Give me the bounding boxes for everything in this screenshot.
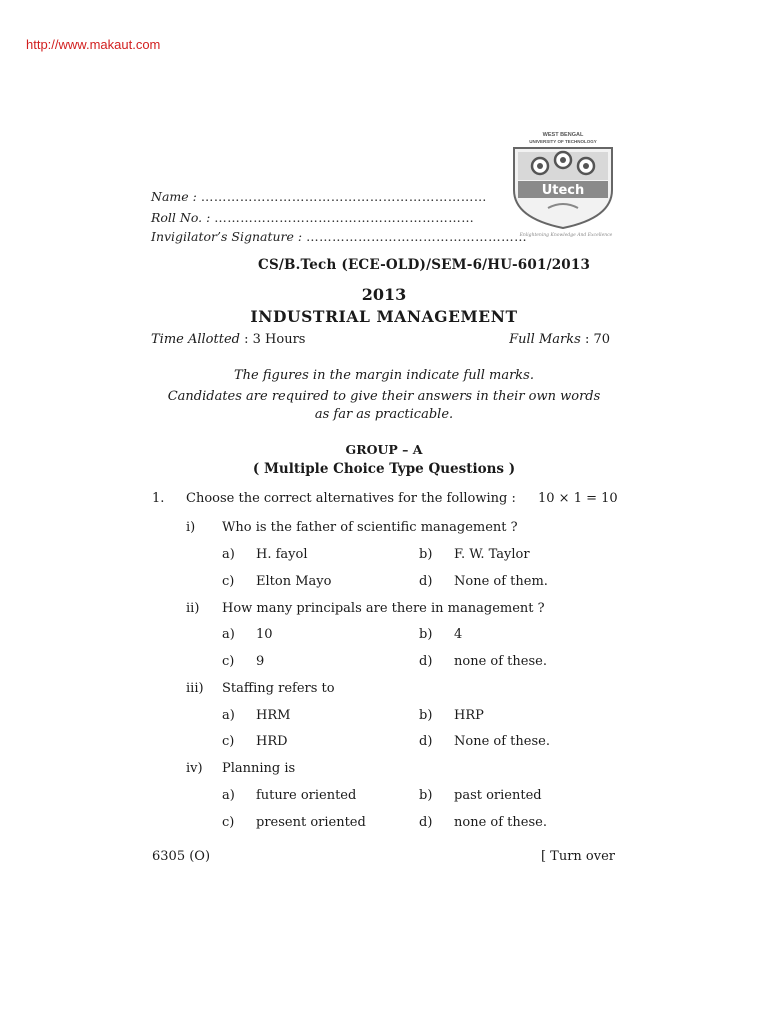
question-marks: 10 × 1 = 10: [538, 491, 618, 506]
option-text: HRM: [256, 708, 291, 723]
name-dots: …………………………………………………………: [200, 189, 487, 204]
item-text: How many principals are there in management ?: [222, 601, 545, 616]
option-text: past oriented: [454, 788, 542, 803]
item-number: i): [186, 520, 196, 535]
option-label: a): [222, 627, 235, 642]
marks-value: : 70: [584, 332, 610, 347]
option-text: None of them.: [454, 574, 548, 589]
option-text: HRD: [256, 734, 288, 749]
option-label: b): [419, 788, 433, 803]
option-text: Elton Mayo: [256, 574, 332, 589]
option-label: b): [419, 547, 433, 562]
option-label: a): [222, 788, 235, 803]
roll-dots: ……………………………………………………: [214, 210, 475, 225]
logo-motto-text: Enlightening Knowledge And Excellence: [519, 233, 613, 238]
option-text: HRP: [454, 708, 484, 723]
time-value: : 3 Hours: [244, 332, 306, 347]
paper-code: 6305 (O): [152, 849, 211, 864]
option-text: none of these.: [454, 815, 547, 830]
item-number: ii): [186, 601, 200, 616]
exam-subject: INDUSTRIAL MANAGEMENT: [250, 307, 518, 326]
invigilator-dots: ……………………………………………: [306, 229, 528, 244]
roll-field: [151, 210, 474, 225]
option-text: present oriented: [256, 815, 366, 830]
name-label: Name :: [151, 189, 197, 204]
exam-code: CS/B.Tech (ECE-OLD)/SEM-6/HU-601/2013: [258, 257, 591, 273]
item-text: Planning is: [222, 761, 296, 776]
option-label: d): [419, 654, 433, 669]
option-label: c): [222, 654, 235, 669]
option-text: 10: [256, 627, 273, 642]
marks-label: Full Marks: [509, 332, 581, 347]
source-url-link[interactable]: http://www.makaut.com: [26, 37, 161, 52]
instruction-3: as far as practicable.: [314, 407, 454, 422]
option-text: H. fayol: [256, 547, 308, 562]
option-label: a): [222, 547, 235, 562]
group-subtitle: ( Multiple Choice Type Questions ): [252, 461, 516, 477]
instruction-2: Candidates are required to give their answers in their own words: [167, 389, 601, 404]
instruction-1: The figures in the margin indicate full marks.: [233, 368, 534, 383]
name-field: [151, 189, 487, 204]
exam-year: 2013: [361, 285, 407, 304]
utech-logo: [508, 128, 618, 240]
option-label: a): [222, 708, 235, 723]
option-text: F. W. Taylor: [454, 547, 530, 562]
logo-sub-text: UNIVERSITY OF TECHNOLOGY: [529, 139, 597, 144]
option-label: c): [222, 574, 235, 589]
option-label: d): [419, 734, 433, 749]
logo-top-text: WEST BENGAL: [542, 132, 584, 138]
option-text: 4: [454, 627, 463, 642]
option-label: d): [419, 574, 433, 589]
item-text: Staffing refers to: [222, 681, 335, 696]
invigilator-label: Invigilator’s Signature :: [151, 229, 303, 244]
option-label: c): [222, 815, 235, 830]
item-text: Who is the father of scientific management ?: [222, 520, 518, 535]
time-allotted: [151, 332, 305, 347]
option-label: d): [419, 815, 433, 830]
full-marks: [509, 332, 610, 347]
question-text: Choose the correct alternatives for the following :: [186, 491, 516, 506]
item-number: iii): [186, 681, 204, 696]
option-text: 9: [256, 654, 265, 669]
option-text: None of these.: [454, 734, 550, 749]
question-number: 1.: [152, 491, 165, 506]
roll-label: Roll No. :: [151, 210, 211, 225]
logo-name-text: Utech: [541, 183, 585, 198]
option-label: c): [222, 734, 235, 749]
option-text: none of these.: [454, 654, 547, 669]
group-title: GROUP – A: [345, 442, 423, 457]
invigilator-field: [151, 229, 527, 244]
option-label: b): [419, 627, 433, 642]
item-number: iv): [186, 761, 203, 776]
turn-over-note: [ Turn over: [540, 849, 615, 864]
time-label: Time Allotted: [151, 332, 240, 347]
option-label: b): [419, 708, 433, 723]
option-text: future oriented: [256, 788, 357, 803]
